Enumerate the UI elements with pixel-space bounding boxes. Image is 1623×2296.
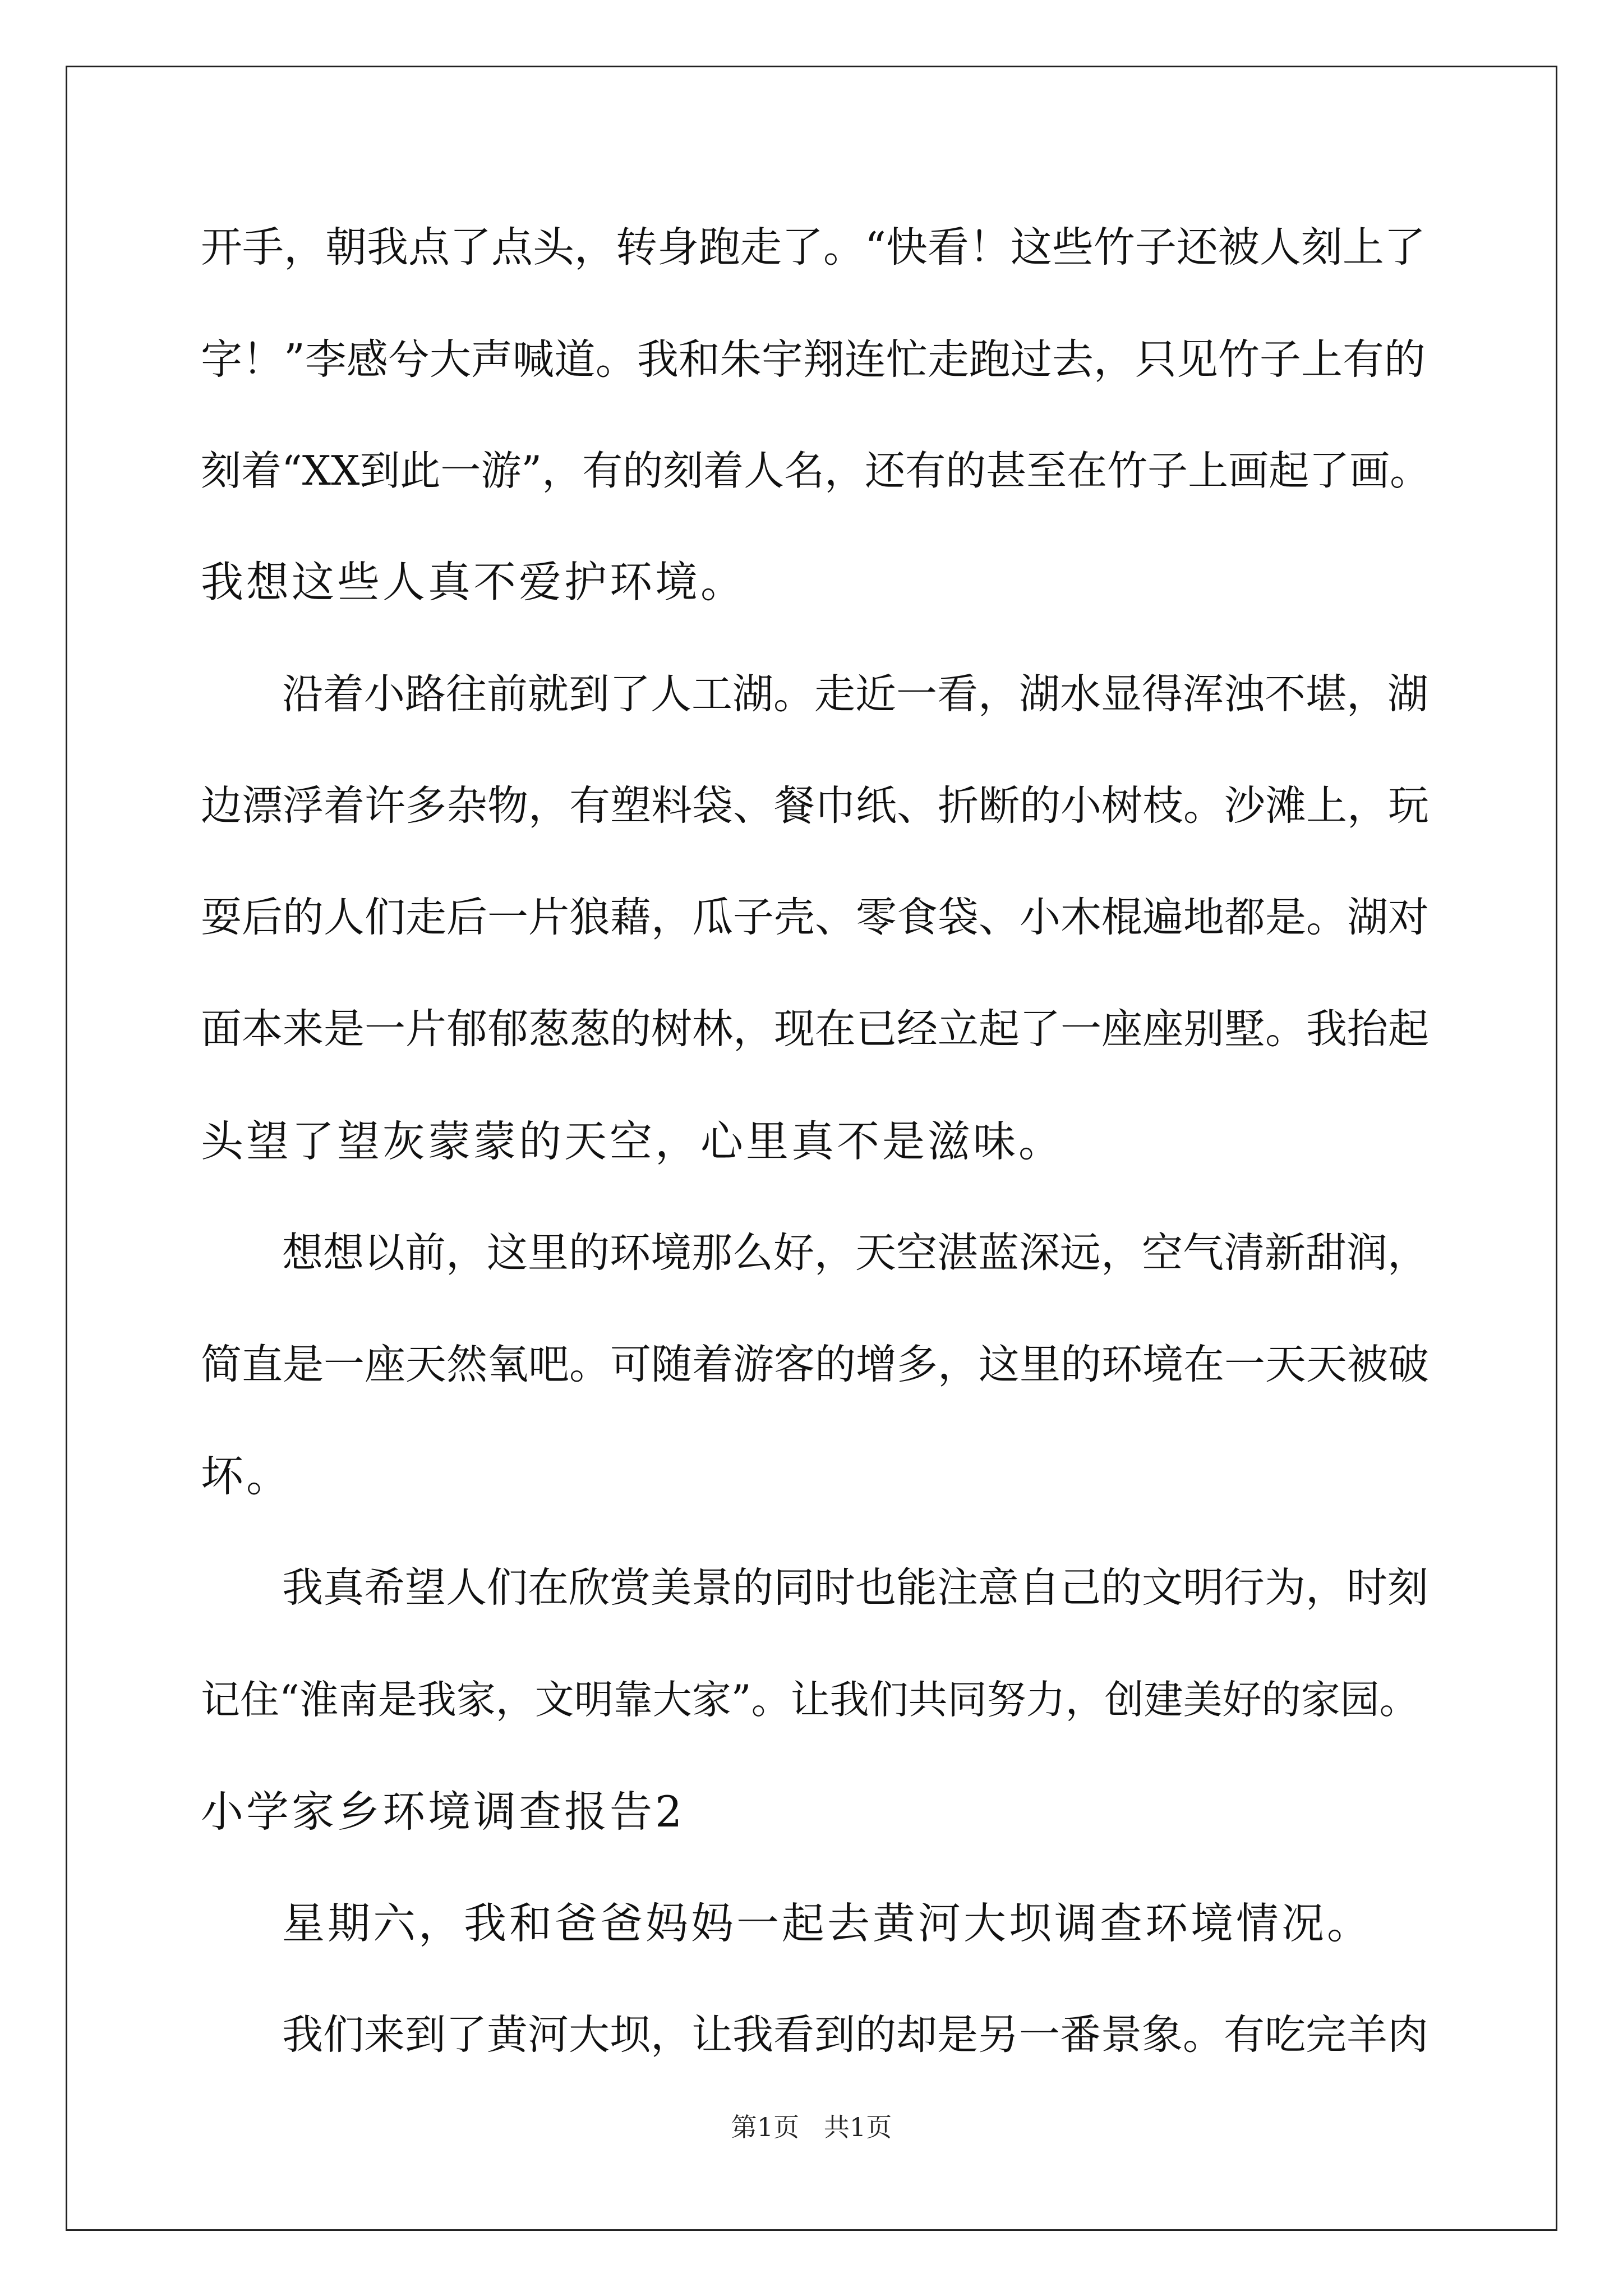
paragraph-3-line-1: 想想以前，这里的环境那么好，天空湛蓝深远，空气清新甜润，: [282, 1229, 1428, 1277]
page-number-footer: 第1页 共1页: [731, 2112, 892, 2142]
paragraph-2-line-3: 耍后的人们走后一片狼藉，瓜子壳、零食袋、小木棍遍地都是。湖对: [201, 894, 1429, 941]
paragraph-4-line-2: 记住“淮南是我家，文明靠大家”。让我们共同努力，创建美好的家园。: [201, 1677, 1419, 1723]
paragraph-2-line-5: 头望了望灰蒙蒙的天空，心里真不是滋味。: [201, 1116, 1064, 1166]
paragraph-2-line-2: 边漂浮着许多杂物，有塑料袋、餐巾纸、折断的小树枝。沙滩上，玩: [201, 782, 1429, 830]
paragraph-5-line-1: 星期六，我和爸爸妈妈一起去黄河大坝调查环境情况。: [282, 1898, 1372, 1948]
paragraph-2-line-1: 沿着小路往前就到了人工湖。走近一看，湖水显得浑浊不堪，湖: [282, 670, 1428, 718]
paragraph-3-line-3: 坏。: [201, 1451, 292, 1501]
paragraph-6-line-1: 我们来到了黄河大坝，让我看到的却是另一番景象。有吃完羊肉: [282, 2011, 1428, 2059]
paragraph-4-line-1: 我真希望人们在欣赏美景的同时也能注意自己的文明行为，时刻: [282, 1564, 1428, 1612]
paragraph-1-line-3: 刻着“XX到此一游”，有的刻着人名，还有的甚至在竹子上画起了画。: [201, 447, 1431, 494]
paragraph-1-line-2: 字！”李感兮大声喊道。我和朱宇翔连忙走跑过去，只见竹子上有的: [201, 335, 1426, 384]
paragraph-1-line-1: 开手，朝我点了点头，转身跑走了。“快看！这些竹子还被人刻上了: [201, 223, 1426, 272]
paragraph-2-line-4: 面本来是一片郁郁葱葱的树林，现在已经立起了一座座别墅。我抬起: [201, 1005, 1429, 1053]
paragraph-1-line-4: 我想这些人真不爱护环境。: [201, 557, 746, 607]
paragraph-3-line-2: 简直是一座天然氧吧。可随着游客的增多，这里的环境在一天天被破: [201, 1341, 1429, 1388]
section-heading: 小学家乡环境调查报告2: [201, 1787, 685, 1837]
